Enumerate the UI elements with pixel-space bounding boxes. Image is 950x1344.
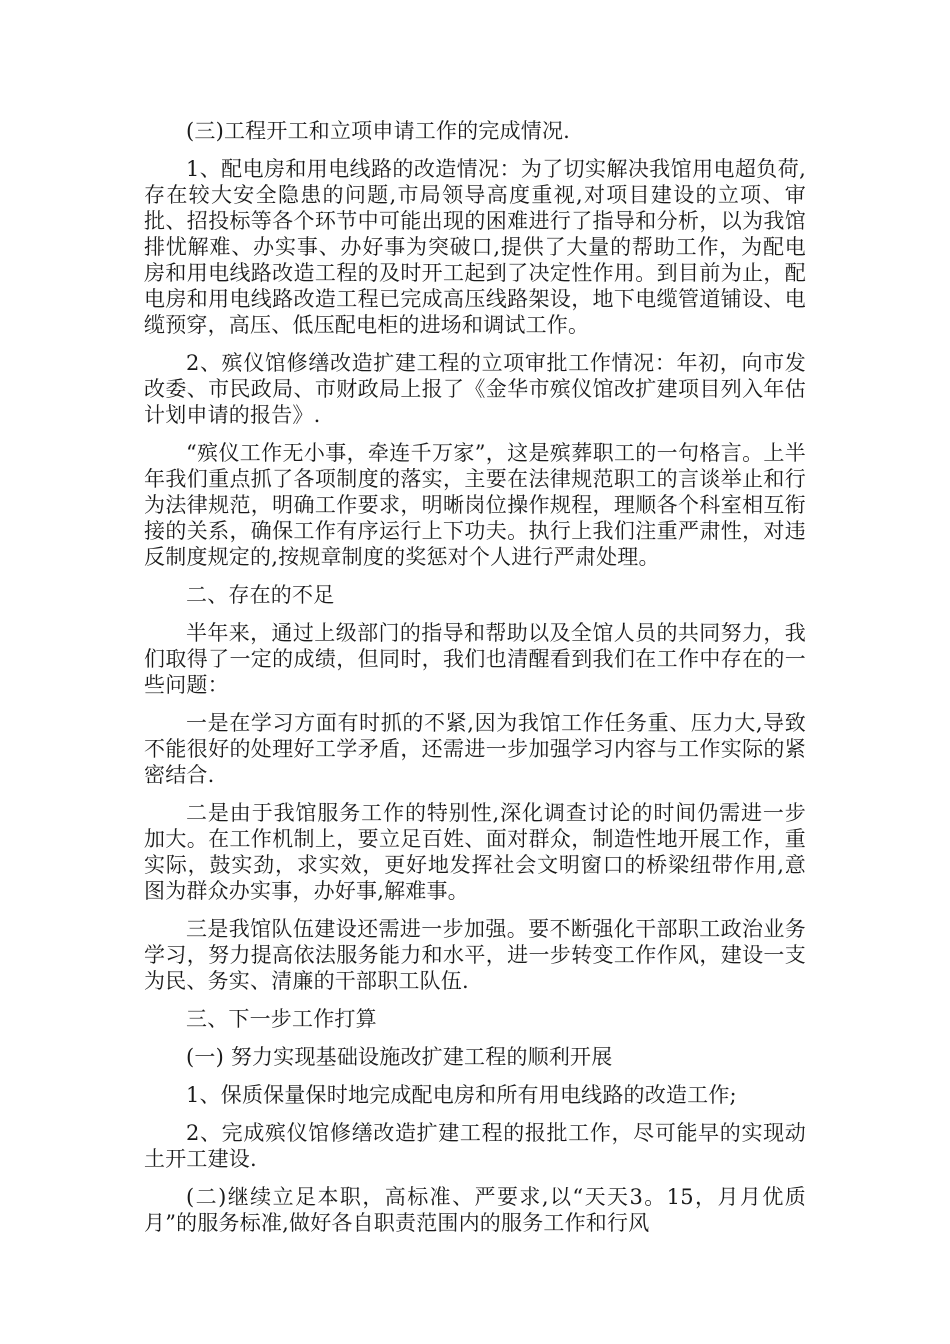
paragraph-section-3-heading: (三)工程开工和立项申请工作的完成情况. [186,119,571,143]
paragraph-issue-two: 二是由于我馆服务工作的特别性,深化调查讨论的时间仍需进一步加大。在工作机制上，要立足百姓、面对群众，制造性地开展工作，重实际，鼓实劲，求实效，更好地发挥社会文明窗口的桥梁纽带作用,意图为群众办实事，办好事,解难事。 [144,801,806,903]
paragraph-shortcomings-heading: 二、存在的不足 [186,583,335,607]
document-body [144,118,806,1248]
paragraph-next-steps-item-1-heading: (一) 努力实现基础设施改扩建工程的顺利开展 [186,1045,613,1069]
paragraph-half-year-summary: 半年来，通过上级部门的指导和帮助以及全馆人员的共同努力，我们取得了一定的成绩，但同时，我们也清醒看到我们在工作中存在的一些问题： [144,621,806,697]
paragraph-issue-three: 三是我馆队伍建设还需进一步加强。要不断强化干部职工政治业务学习，努力提高依法服务能力和水平，进一步转变工作作风，建设一支为民、务实、清廉的干部职工队伍. [144,917,806,993]
paragraph-next-steps-item-2: (二)继续立足本职，高标准、严要求,以“天天3。15，月月优质月”的服务标准,做好各自职责范围内的服务工作和行风 [144,1185,806,1235]
paragraph-next-steps-item-1-2: 2、完成殡仪馆修缮改造扩建工程的报批工作，尽可能早的实现动土开工建设. [144,1121,806,1171]
paragraph-funeral-home-approval: 2、殡仪馆修缮改造扩建工程的立项审批工作情况：年初，向市发改委、市民政局、市财政局上报了《金华市殡仪馆改扩建项目列入年估计划申请的报告》. [144,351,806,427]
paragraph-issue-one: 一是在学习方面有时抓的不紧,因为我馆工作任务重、压力大,导致不能很好的处理好工学矛盾，还需进一步加强学习内容与工作实际的紧密结合. [144,711,806,787]
paragraph-next-steps-item-1-1: 1、保质保量保时地完成配电房和所有用电线路的改造工作; [186,1083,737,1107]
paragraph-motto-and-rules: “殡仪工作无小事，牵连千万家”，这是殡葬职工的一句格言。上半年我们重点抓了各项制度的落实，主要在法律规范职工的言谈举止和行为法律规范，明确工作要求，明晰岗位操作规程，理顺各个科室相互衔接的关系，确保工作有序运行上下功夫。执行上我们注重严肃性，对违反制度规定的,按规章制度的奖惩对个人进行严肃处理。 [144,441,806,569]
paragraph-power-room-renovation: 1、配电房和用电线路的改造情况：为了切实解决我馆用电超负荷,存在较大安全隐患的问题,市局领导高度重视,对项目建设的立项、审批、招投标等各个环节中可能出现的困难进行了指导和分析，以为我馆排忧解难、办实事、办好事为突破口,提供了大量的帮助工作，为配电房和用电线路改造工程的及时开工起到了决定性作用。到目前为止，配电房和用电线路改造工程已完成高压线路架设，地下电缆管道铺设、电缆预穿，高压、低压配电柜的进场和调试工作。 [144,157,806,337]
paragraph-next-steps-heading: 三、下一步工作打算 [186,1007,377,1031]
